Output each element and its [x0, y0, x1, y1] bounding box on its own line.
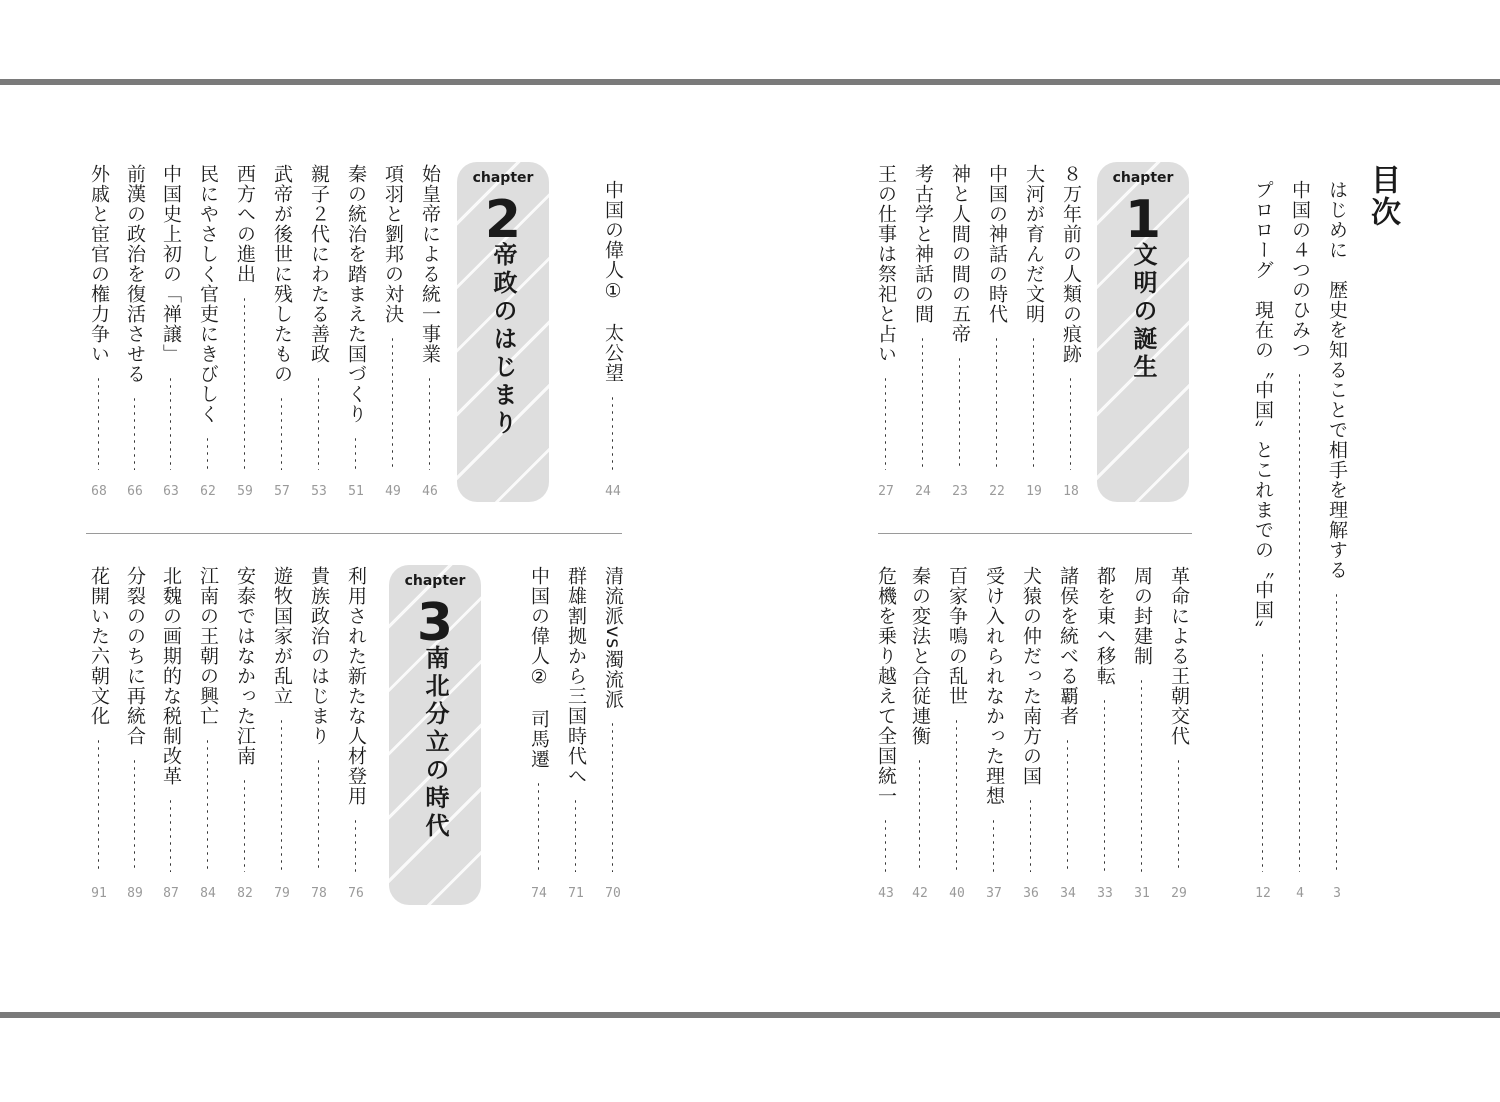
toc-entry-title: 中国史上初の「禅譲」 — [160, 164, 182, 364]
toc-entry-title: 中国の神話の時代 — [986, 164, 1008, 324]
dot-leader — [1067, 738, 1068, 872]
dot-leader — [885, 818, 886, 872]
toc-entry-page: 31 — [1134, 886, 1150, 901]
toc-entry-page: 22 — [989, 484, 1005, 499]
toc-entry-title: プロローグ 現在の〝中国〟とこれまでの〝中国〟 — [1252, 180, 1274, 640]
toc-entry-page: 42 — [912, 886, 928, 901]
toc-entry-title: 親子２代にわたる善政 — [308, 164, 330, 364]
toc-entry-title: 中国の４つのひみつ — [1289, 180, 1311, 360]
toc-entry-page: 49 — [385, 484, 401, 499]
toc-entry-title: 項羽と劉邦の対決 — [382, 164, 404, 324]
toc-entry-title: 武帝が後世に残したもの — [271, 164, 293, 384]
toc-entry[interactable] — [910, 164, 936, 504]
toc-entry[interactable] — [269, 566, 295, 906]
dot-leader — [922, 336, 923, 470]
toc-entry-title: 大河が育んだ文明 — [1023, 164, 1045, 324]
toc-entry[interactable] — [343, 164, 369, 504]
toc-entry-page: 23 — [952, 484, 968, 499]
toc-entry-title: 都を東へ移転 — [1094, 566, 1116, 686]
toc-entry-page: 46 — [422, 484, 438, 499]
toc-entry[interactable] — [873, 566, 899, 906]
toc-entry-title: 遊牧国家が乱立 — [271, 566, 293, 706]
toc-entry[interactable] — [1092, 566, 1118, 906]
dot-leader — [919, 758, 920, 872]
toc-title: 目次 — [1365, 164, 1400, 228]
dot-leader — [612, 395, 613, 470]
toc-entry-page: 74 — [531, 886, 547, 901]
toc-entry-page: 24 — [915, 484, 931, 499]
toc-entry[interactable] — [195, 566, 221, 906]
toc-entry-title: 西方への進出 — [234, 164, 256, 284]
toc-entry[interactable] — [232, 566, 258, 906]
toc-entry-title: 百家争鳴の乱世 — [946, 566, 968, 706]
toc-entry[interactable] — [343, 566, 369, 906]
toc-entry-title: 花開いた六朝文化 — [88, 566, 110, 726]
toc-entry-page: 34 — [1060, 886, 1076, 901]
toc-entry-title: 諸侯を統べる覇者 — [1057, 566, 1079, 726]
dot-leader — [1178, 758, 1179, 872]
chapter-1-badge — [1097, 162, 1189, 502]
toc-entry-title: 犬猿の仲だった南方の国 — [1020, 566, 1042, 786]
toc-entry-page: 27 — [878, 484, 894, 499]
toc-entry-page: 18 — [1063, 484, 1079, 499]
toc-entry-title: 利用された新たな人材登用 — [345, 566, 367, 806]
toc-entry-title: 貴族政治のはじまり — [308, 566, 330, 746]
dot-leader — [612, 721, 613, 872]
toc-entry-page: 87 — [163, 886, 179, 901]
toc-entry-page: 51 — [348, 484, 364, 499]
dot-leader — [1336, 592, 1337, 872]
toc-entry-page: 79 — [274, 886, 290, 901]
toc-entry-title: 外戚と宦官の権力争い — [88, 164, 110, 364]
toc-entry[interactable] — [1166, 566, 1192, 906]
toc-entry-page: 43 — [878, 886, 894, 901]
dot-leader — [956, 718, 957, 872]
toc-entry[interactable] — [944, 566, 970, 906]
dot-leader — [1262, 652, 1263, 872]
toc-entry[interactable] — [122, 164, 148, 504]
dot-leader — [207, 436, 208, 470]
toc-entry-page: 78 — [311, 886, 327, 901]
toc-entry[interactable] — [1250, 180, 1276, 906]
toc-entry[interactable] — [86, 164, 112, 504]
dot-leader — [207, 738, 208, 872]
toc-entry-page: 29 — [1171, 886, 1187, 901]
toc-entry[interactable] — [417, 164, 443, 504]
toc-entry-page: 63 — [163, 484, 179, 499]
toc-entry-title: 考古学と神話の間 — [912, 164, 934, 324]
chapter-1-title: 文明の誕生 — [1129, 242, 1157, 382]
toc-entry-title: 危機を乗り越えて全国統一 — [875, 566, 897, 806]
toc-entry[interactable] — [600, 180, 626, 504]
dot-leader — [98, 376, 99, 470]
toc-entry-page: 36 — [1023, 886, 1039, 901]
toc-entry-page: 66 — [127, 484, 143, 499]
dot-leader — [392, 336, 393, 470]
toc-entry-title: 中国の偉人① 太公望 — [602, 180, 624, 383]
dot-leader — [318, 376, 319, 470]
toc-entry-page: 37 — [986, 886, 1002, 901]
dot-leader — [885, 376, 886, 470]
dot-leader — [959, 356, 960, 470]
toc-entry-title: 始皇帝による統一事業 — [419, 164, 441, 364]
dot-leader — [575, 798, 576, 872]
dot-leader — [244, 296, 245, 470]
dot-leader — [170, 376, 171, 470]
chapter-3-label: chapter — [404, 573, 466, 589]
dot-leader — [538, 781, 539, 872]
toc-entry[interactable] — [873, 164, 899, 504]
dot-leader — [429, 376, 430, 470]
toc-entry-title: 群雄割拠から三国時代へ — [565, 566, 587, 786]
toc-entry[interactable] — [984, 164, 1010, 504]
dot-leader — [134, 396, 135, 470]
toc-entry[interactable] — [600, 566, 626, 906]
dot-leader — [1104, 698, 1105, 872]
toc-entry[interactable] — [1324, 180, 1350, 906]
toc-entry[interactable] — [947, 164, 973, 504]
toc-entry-page: 76 — [348, 886, 364, 901]
toc-entry-page: 57 — [274, 484, 290, 499]
toc-entry-page: 84 — [200, 886, 216, 901]
dot-leader — [98, 738, 99, 872]
toc-entry[interactable] — [1058, 164, 1084, 504]
dot-leader — [1299, 372, 1300, 872]
bottom-rule — [0, 1012, 1500, 1018]
toc-entry-title: 神と人間の間の五帝 — [949, 164, 971, 344]
toc-entry-page: 12 — [1255, 886, 1271, 901]
dot-leader — [993, 818, 994, 872]
chapter-1-number: 1 — [1124, 190, 1162, 250]
toc-entry-title: はじめに 歴史を知ることで相手を理解する — [1326, 180, 1348, 580]
toc-entry-title: 周の封建制 — [1131, 566, 1153, 666]
toc-entry[interactable] — [1287, 180, 1313, 906]
toc-entry[interactable] — [1018, 566, 1044, 906]
toc-entry[interactable] — [1055, 566, 1081, 906]
toc-entry-title: 秦の統治を踏まえた国づくり — [345, 164, 367, 424]
toc-entry-page: 3 — [1333, 886, 1341, 901]
toc-entry[interactable] — [563, 566, 589, 906]
toc-entry-page: 70 — [605, 886, 621, 901]
dot-leader — [996, 336, 997, 470]
toc-entry[interactable] — [1129, 566, 1155, 906]
dot-leader — [355, 436, 356, 470]
toc-entry-page: 89 — [127, 886, 143, 901]
toc-entry-title: 王の仕事は祭祀と占い — [875, 164, 897, 364]
right-page-divider — [878, 533, 1192, 534]
toc-entry-page: 40 — [949, 886, 965, 901]
toc-entry-title: 分裂ののちに再統合 — [124, 566, 146, 746]
toc-entry-page: 19 — [1026, 484, 1042, 499]
toc-entry[interactable] — [306, 164, 332, 504]
chapter-2-label: chapter — [472, 170, 534, 186]
dot-leader — [1070, 376, 1071, 470]
toc-entry-page: 71 — [568, 886, 584, 901]
dot-leader — [318, 758, 319, 872]
chapter-3-title: 南北分立の時代 — [421, 645, 449, 841]
toc-entry[interactable] — [380, 164, 406, 504]
toc-entry[interactable] — [269, 164, 295, 504]
dot-leader — [1033, 336, 1034, 470]
toc-entry-title: 秦の変法と合従連衡 — [909, 566, 931, 746]
toc-entry-page: 33 — [1097, 886, 1113, 901]
toc-entry-page: 82 — [237, 886, 253, 901]
dot-leader — [355, 818, 356, 872]
toc-entry-title: 前漢の政治を復活させる — [124, 164, 146, 384]
toc-entry[interactable] — [1021, 164, 1047, 504]
chapter-1-label: chapter — [1112, 170, 1174, 186]
dot-leader — [1141, 678, 1142, 872]
toc-entry[interactable] — [158, 164, 184, 504]
chapter-2-badge — [457, 162, 549, 502]
toc-entry-title: 江南の王朝の興亡 — [197, 566, 219, 726]
toc-entry-page: 62 — [200, 484, 216, 499]
toc-entry[interactable] — [306, 566, 332, 906]
toc-entry-title: 受け入れられなかった理想 — [983, 566, 1005, 806]
toc-entry-page: 53 — [311, 484, 327, 499]
dot-leader — [1030, 798, 1031, 872]
toc-entry-title: 北魏の画期的な税制改革 — [160, 566, 182, 786]
toc-entry-title: 安泰ではなかった江南 — [234, 566, 256, 766]
toc-entry-title: 中国の偉人② 司馬遷 — [528, 566, 550, 769]
toc-entry-page: 59 — [237, 484, 253, 499]
toc-entry[interactable] — [526, 566, 552, 906]
toc-entry[interactable] — [232, 164, 258, 504]
toc-entry-title: 民にやさしく官吏にきびしく — [197, 164, 219, 424]
toc-entry-title: 革命による王朝交代 — [1168, 566, 1190, 746]
dot-leader — [281, 396, 282, 470]
toc-entry[interactable] — [907, 566, 933, 906]
toc-entry[interactable] — [86, 566, 112, 906]
left-page-divider — [86, 533, 622, 534]
toc-entry-page: 68 — [91, 484, 107, 499]
toc-entry-title: 清流派vs濁流派 — [602, 566, 624, 710]
dot-leader — [244, 778, 245, 872]
dot-leader — [134, 758, 135, 872]
chapter-3-badge — [389, 565, 481, 905]
dot-leader — [281, 718, 282, 872]
chapter-2-title: 帝政のはじまり — [489, 242, 517, 438]
toc-entry[interactable] — [195, 164, 221, 504]
toc-entry[interactable] — [981, 566, 1007, 906]
chapter-3-number: 3 — [416, 593, 454, 653]
chapter-2-number: 2 — [484, 190, 522, 250]
toc-entry[interactable] — [158, 566, 184, 906]
toc-entry-page: 4 — [1296, 886, 1304, 901]
toc-entry-title: ８万年前の人類の痕跡 — [1060, 164, 1082, 364]
top-rule — [0, 79, 1500, 85]
toc-entry-page: 44 — [605, 484, 621, 499]
dot-leader — [170, 798, 171, 872]
toc-entry[interactable] — [122, 566, 148, 906]
toc-entry-page: 91 — [91, 886, 107, 901]
